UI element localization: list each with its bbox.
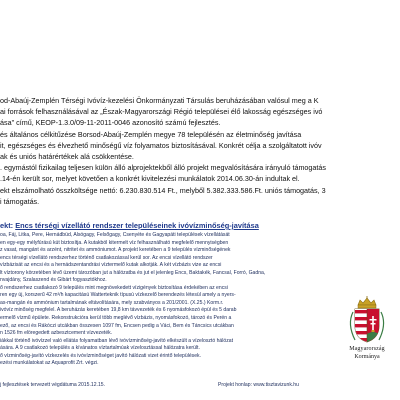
intro-paragraphs: [0, 95, 400, 207]
body-line: ermelő vízmű épülete. Rekonstrukcióra kerül több meglévő vízbázis, nyomásfokozó, tározó és Perén a: [0, 315, 232, 322]
logo-text-government: Kormánya: [354, 354, 380, 360]
project-website-link[interactable]: Projekt honlap: www.tisztavizunk.hu: [218, 382, 299, 388]
body-line: n 1526 fm elöregedett azbesztcement vízvezeték.: [0, 330, 113, 337]
body-line: lt víztorony körzetében lévő üzemi tározóban jut a hálózatba és jut el jelenleg Encs, Baktakék, Fancsal, Forró, Gadna,: [0, 269, 266, 276]
hungarian-coat-of-arms-icon: [341, 296, 393, 344]
body-line: en egy-egy mélyfúrású kút biztosítja. A kutakból kitermelt víz felhasználható megfelelő mennyiségben: [0, 239, 229, 246]
body-line: ő vízminőség-javító vízkezelés és ivóvízminőséget javító hálózati vizet érintő települések.: [0, 352, 202, 359]
footer-deadline: j fejlesztések tervezett végdátuma 2015.12.15.: [0, 382, 106, 388]
intro-line: i támogatás.: [0, 196, 40, 206]
logo-text-country: Magyarország: [349, 346, 385, 352]
body-line: ő rendszerhez csatlakozó 9 település mint megnövekedett vízigények biztosítása érdekében az encsi: [0, 284, 228, 291]
intro-line: és általános célkitűzése Borsod-Abaúj-Zemplén megye 78 településén az életminőség javítása: [0, 129, 302, 139]
intro-line: .14-én került sor, melyet követően a konkrét kivitelezési munkálatok 2014.06.30-án indultak el.: [0, 174, 300, 184]
intro-line: ak és uniós határértékek alá csökkentése.: [0, 152, 134, 162]
intro-line: ai források felhasználásával az „Észak-Magyarországi Régió települései élő lakosság egészséges ivó: [0, 107, 323, 117]
subproject-heading: [0, 221, 400, 230]
subproject-description: [0, 232, 305, 368]
body-line: vízbázisát az encsi és a hernádszentandrási víztermelő kutak alkotják. A két vízbázis vize az encsi: [0, 262, 222, 269]
body-line: ivóvíz minőség megfelel. A beruházás keretében 19,8 km távvezeték és 6 nyomásfokozó épül és 5 darab: [0, 307, 237, 314]
government-logo: [337, 296, 397, 386]
subproject-title: Encs térségi vízellátó rendszer településeinek ivóvízminőség-javítása: [15, 221, 259, 230]
body-line: ren egy új, korszerű 42 m³/h kapacitású Watterteknik típusú vízkezelő berendezés létesül amely a nyers-: [0, 292, 236, 299]
intro-line: ása" című, KEOP-1.3.0/09-11-2011-0046 azonosító számú fejlesztés.: [0, 118, 221, 128]
intro-line: od-Abaúj-Zemplén Térségi Ivóvíz-kezelési Önkormányzati Társulás beruházásában valósul meg a K: [0, 96, 319, 105]
body-line: ására. A 9 csatlakozó település a kívánatos víztartalmúak vízelosztással hálózatra került.: [0, 345, 200, 352]
intro-line: . egymástól fizikailag teljesen külön álló alprojektekből álló projekt megvalósítására irányuló támogatás: [0, 163, 327, 173]
subproject-prefix: ekt:: [0, 221, 14, 230]
body-line: oa, Fáj, Litka, Pere, Hernádbüd, Alsógagy, Felsőgagy, Csenyéte és Gagyapáti települések vízellátását: [0, 232, 230, 238]
body-line: ezési munkálatokat az Aquaprofit Zrt. végzi.: [0, 360, 99, 367]
intro-line: ekt elszámolható összköltsége nettó: 6.230.830.514 Ft., melyből 5.382.333.586.Ft. uniós támogatás, 3: [0, 185, 326, 195]
body-line: ező, az encsi és Rákóczi utcákban összesen 1097 fm, Encsen pedig a Váci, Bem és Táncsics utcákban: [0, 322, 234, 329]
body-line: as-mangán és ammónium tartalmának eltávolítására, mely szabványos a 201/2001. (X.25.) Korm.r.: [0, 299, 224, 306]
body-line: z vasat, mangánt és arzént, nitritet és ammóniumot. A projekt keretében a 9 település vízminőségének: [0, 247, 231, 254]
body-line: encs térségi vízellátó rendszerhez történő csatlakozással kerül sor. Az encsi vízellátó rendszer: [0, 254, 213, 261]
body-line: nvajdány, Szalaszend és Gibárt fogyasztókhoz.: [0, 277, 107, 284]
intro-line: it, egészséges és élvezhető minőségű víz folyamatos biztosításával. Konkrét célja a szolgáltatott ivóv: [0, 140, 322, 150]
body-line: iákkal történő ivóvízzel való ellátás folyamatban lévő ivóvízminőség-javító elkészült a vízelosztó hálózat: [0, 337, 234, 344]
